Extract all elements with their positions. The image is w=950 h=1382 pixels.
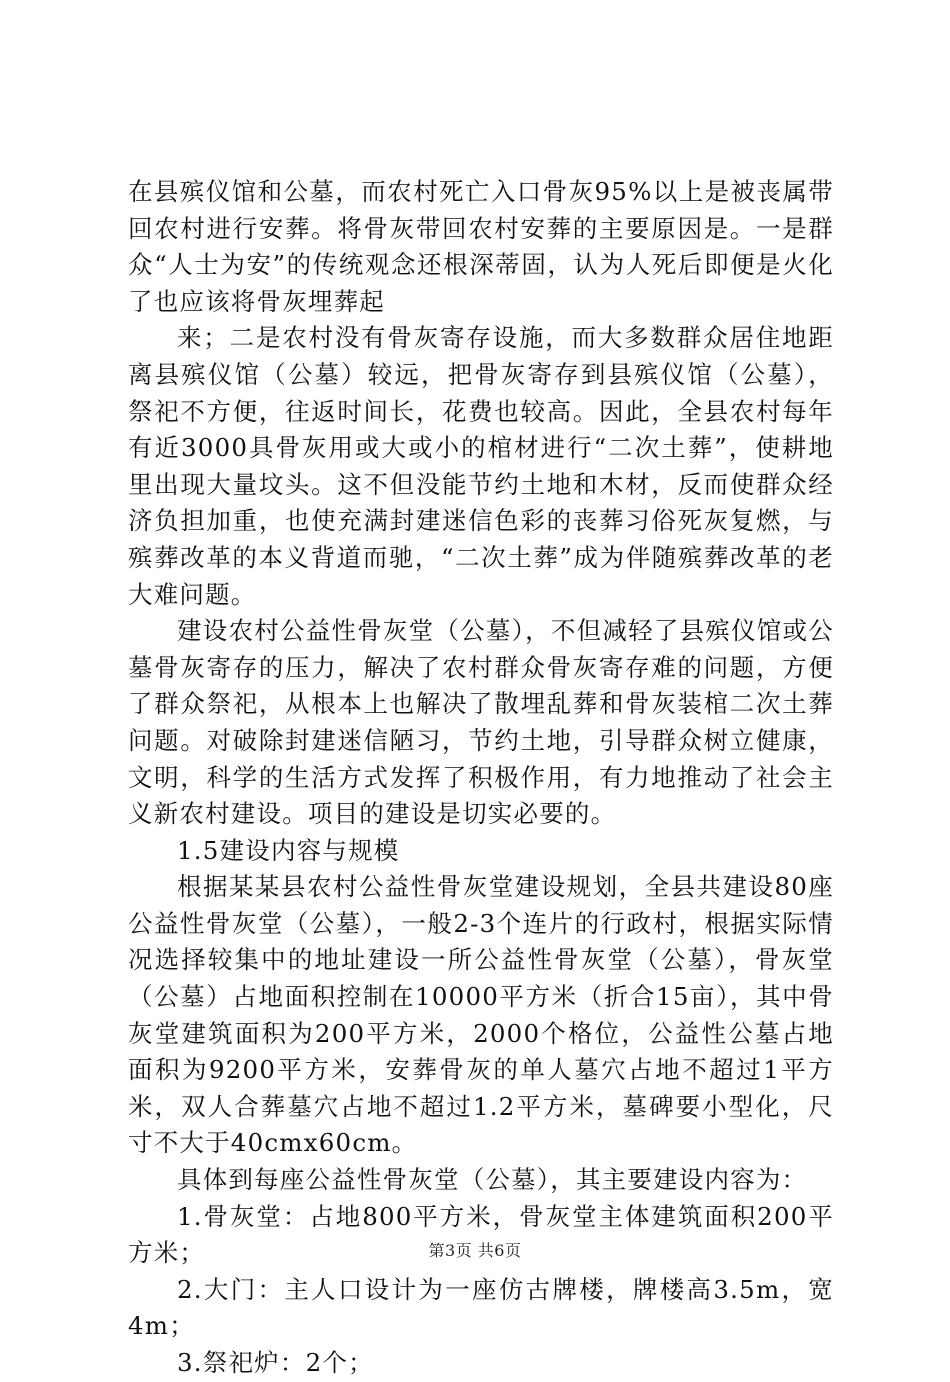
page-footer: 第3页 共6页 — [428, 1241, 522, 1260]
paragraph-2: 来；二是农村没有骨灰寄存设施，而大多数群众居住地距离县殡仪馆（公墓）较远，把骨灰寄存到县殡仪馆（公墓），祭祀不方便，往返时间长，花费也较高。因此，全县农村每年有近3000具骨灰用或大或小的棺材进行“二次土葬”，使耕地里出现大量坟头。这不但没能节约土地和木材，反而使群众经济负担加重，也使充满封建迷信色彩的丧葬习俗死灰复燃，与殡葬改革的本义背道而驰，“二次土葬”成为伴随殡葬改革的老大难问题。 — [128, 323, 834, 609]
list-item-2: 2.大门：主人口设计为一座仿古牌楼，牌楼高3.5m，宽4m； — [128, 1274, 834, 1341]
list-item-1: 1.骨灰堂：占地800平方米，骨灰堂主体建筑面积200平方米； — [128, 1201, 834, 1268]
list-item-3: 3.祭祀炉：2个； — [177, 1348, 374, 1377]
document-body — [128, 174, 834, 1382]
paragraph-5: 具体到每座公益性骨灰堂（公墓），其主要建设内容为： — [177, 1165, 808, 1195]
section-heading: 1.5建设内容与规模 — [177, 835, 400, 865]
paragraph-4: 根据某某县农村公益性骨灰堂建设规划，全县共建设80座公益性骨灰堂（公墓），一般2-3个连片的行政村，根据实际情况选择较集中的地址建设一所公益性骨灰堂（公墓），骨灰堂（公墓）占地面积控制在10000平方米（折合15亩），其中骨灰堂建筑面积为200平方米，2000个格位，公益性公墓占地面积为9200平方米，安葬骨灰的单人墓穴占地不超过1平方米，双人合葬墓穴占地不超过1.2平方米，墓碑要小型化，尺寸不大于40cmx60cm。 — [128, 872, 834, 1158]
paragraph-3: 建设农村公益性骨灰堂（公墓），不但减轻了县殡仪馆或公墓骨灰寄存的压力，解决了农村群众骨灰寄存难的问题，方便了群众祭祀，从根本上也解决了散埋乱葬和骨灰装棺二次土葬问题。对破除封建迷信陋习，节约土地，引导群众树立健康，文明，科学的生活方式发挥了积极作用，有力地推动了社会主义新农村建设。项目的建设是切实必要的。 — [128, 616, 834, 829]
paragraph-1: 在县殡仪馆和公墓，而农村死亡入口骨灰95%以上是被丧属带回农村进行安葬。将骨灰带回农村安葬的主要原因是。一是群众“人士为安”的传统观念还根深蒂固，认为人死后即便是火化了也应该将骨灰埋葬起 — [128, 177, 834, 316]
